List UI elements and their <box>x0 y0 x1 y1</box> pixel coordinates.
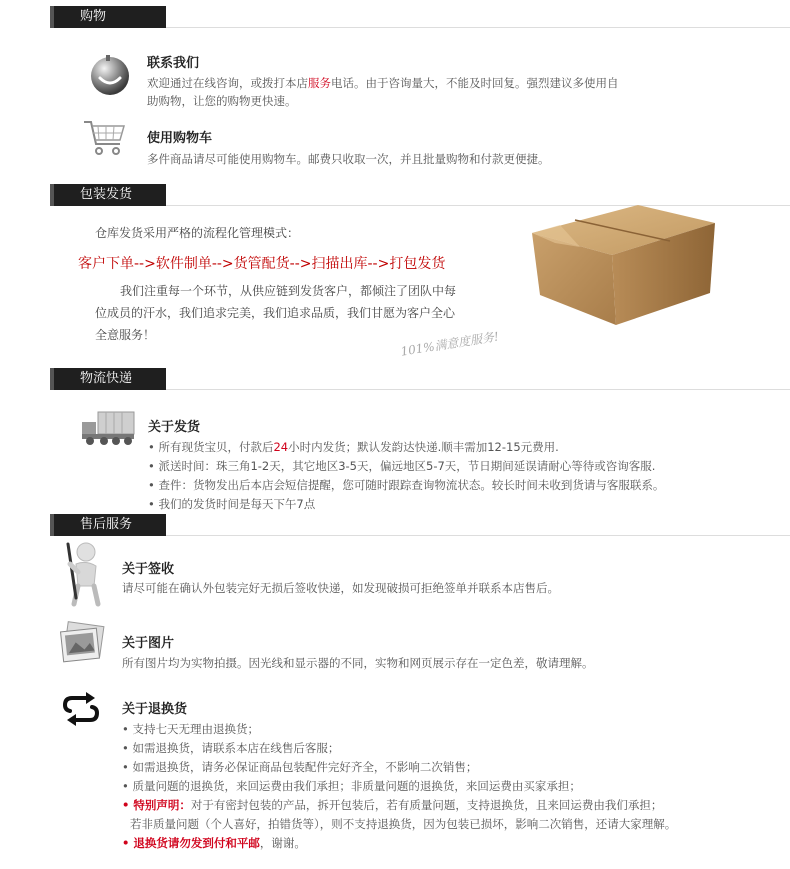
returns-special-label: • 特别声明： <box>122 798 191 812</box>
cardboard-box-image <box>520 185 730 350</box>
contact-title: 联系我们 <box>147 56 200 71</box>
section-tab-aftersales: 售后服务 <box>50 514 166 536</box>
returns-bullet-2: • 如需退换货，请联系本店在线售后客服； <box>122 741 340 755</box>
returns-title: 关于退换货 <box>122 702 188 717</box>
photo-text: 所有图片均为实物拍摄。因光线和显示器的不同，实物和网页展示存在一定色差，敬请理解。 <box>122 656 594 670</box>
return-exchange-icon <box>62 692 100 726</box>
returns-no-cod-label: • 退换货请勿发到付和平邮 <box>122 836 260 850</box>
section-tab-shopping: 购物 <box>50 6 166 28</box>
signing-figure-icon <box>60 538 108 608</box>
packing-flow: 客户下单-->软件制单-->货管配货-->扫描出库-->打包发货 <box>78 256 446 272</box>
signing-title: 关于签收 <box>122 562 175 577</box>
returns-bullet-5 <box>122 796 662 815</box>
signing-text: 请尽可能在确认外包装完好无损后签收快递，如发现破损可拒绝签单并联系本店售后。 <box>122 581 559 595</box>
section-tab-packing: 包装发货 <box>50 184 166 206</box>
returns-bullet-6 <box>122 834 306 853</box>
packing-para-3: 全意服务！ <box>95 328 156 342</box>
shipping-bullet-1-a: • 所有现货宝贝，付款后 <box>148 440 274 454</box>
contact-text-line1 <box>147 74 619 92</box>
packing-intro: 仓库发货采用严格的流程化管理模式： <box>95 226 300 240</box>
returns-special-text-a: 对于有密封包装的产品，拆开包装后，若有质量问题，支持退换货，且来回运费由我们承担； <box>190 798 663 812</box>
returns-no-cod-tail: ，谢谢。 <box>259 836 306 850</box>
contact-text-line2: 助购物，让您的购物更快速。 <box>147 94 297 108</box>
box-caption: 101%满意度服务! <box>399 329 500 359</box>
shopping-cart-icon <box>82 118 128 158</box>
section-header-logistics <box>50 368 790 390</box>
returns-bullet-5-cont: 若非质量问题（个人喜好，拍错货等），则不支持退换货，因为包装已损坏，影响二次销售，还请大家理解。 <box>130 817 677 831</box>
packing-para-1: 我们注重每一个环节，从供应链到发货客户，都倾注了团队中每 <box>120 284 457 298</box>
section-divider <box>166 27 790 28</box>
packing-para-2: 位成员的汗水，我们追求完美，我们追求品质，我们甘愿为客户全心 <box>95 306 456 320</box>
cart-title: 使用购物车 <box>147 131 213 146</box>
contact-text-a: 欢迎通过在线咨询，或拨打本店 <box>147 76 308 90</box>
returns-bullet-3: • 如需退换货，请务必保证商品包装配件完好齐全，不影响二次销售； <box>122 760 478 774</box>
shipping-bullet-4: • 我们的发货时间是每天下午7点 <box>148 497 316 511</box>
shipping-bullet-1-b: 小时内发货；默认发韵达快递.顺丰需加12-15元费用. <box>288 440 559 454</box>
section-divider <box>166 389 790 390</box>
section-divider <box>166 535 790 536</box>
shipping-title: 关于发货 <box>148 420 201 435</box>
contact-text-b: 电话。由于咨询量大，不能及时回复。强烈建议多使用自 <box>331 76 619 90</box>
shipping-bullet-2: • 派送时间：珠三角1-2天，其它地区3-5天，偏远地区5-7天，节日期间延误请耐心等待或咨询客服. <box>148 459 656 473</box>
photo-stack-icon <box>56 620 106 668</box>
returns-bullet-4: • 质量问题的退换货，来回运费由我们承担；非质量问题的退换货，来回运费由买家承担； <box>122 779 581 793</box>
delivery-truck-icon <box>80 410 136 448</box>
shipping-bullet-1 <box>148 438 559 457</box>
contact-smiley-icon <box>88 52 132 96</box>
section-tab-logistics: 物流快递 <box>50 368 166 390</box>
shipping-bullet-1-red: 24 <box>273 440 289 454</box>
section-header-aftersales <box>50 514 790 536</box>
cart-text: 多件商品请尽可能使用购物车。邮费只收取一次，并且批量购物和付款更便捷。 <box>147 152 550 166</box>
shipping-bullet-3: • 查件：货物发出后本店会短信提醒，您可随时跟踪查询物流状态。较长时间未收到货请与客服联系。 <box>148 478 665 492</box>
section-header-shopping <box>50 6 790 28</box>
returns-bullet-1: • 支持七天无理由退换货； <box>122 722 259 736</box>
contact-text-red: 服务 <box>308 76 331 90</box>
photo-title: 关于图片 <box>122 636 175 651</box>
